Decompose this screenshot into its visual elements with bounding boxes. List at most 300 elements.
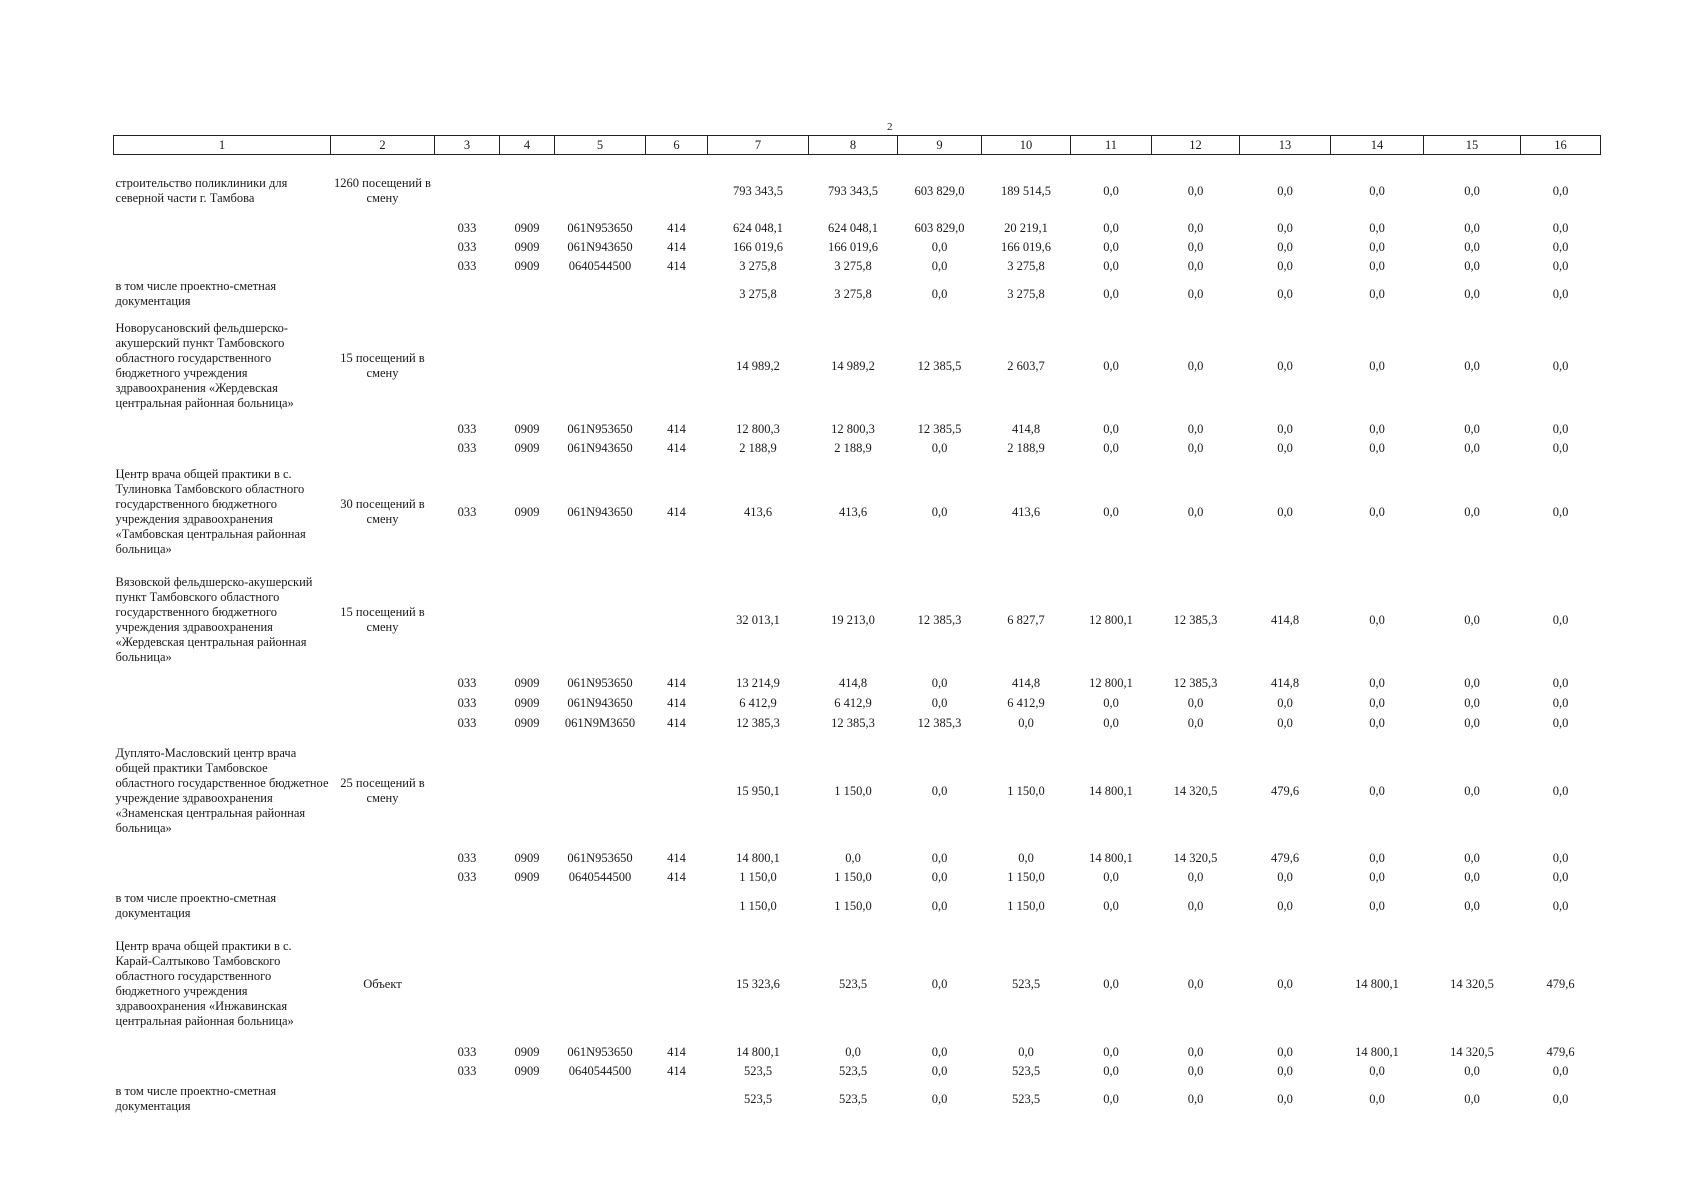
value-cell-col-16: 0,0 <box>1552 358 1569 373</box>
value-cell-col-6 <box>646 733 708 849</box>
value-cell-col-15: 0,0 <box>1464 183 1480 198</box>
column-header-14: 14 <box>1331 136 1424 155</box>
column-header-13: 13 <box>1240 136 1331 155</box>
table-subrow <box>114 849 1601 868</box>
value-cell-col-11: 0,0 <box>1103 1064 1119 1078</box>
capacity-cell: 15 посещений в смену <box>340 605 425 634</box>
object-name-cell: Новорусановский фельдшерско-акушерский пункт Тамбовского областного государственного бюджетного учреждения здравоохранения «Жердевская центральная районная больница» <box>115 321 294 410</box>
value-cell-col-4: 0909 <box>514 695 540 710</box>
value-cell-col-7: 12 800,3 <box>736 422 780 436</box>
value-cell-col-14: 0,0 <box>1369 715 1385 730</box>
value-cell-col-3: 033 <box>457 259 477 273</box>
value-cell-col-11: 0,0 <box>1103 259 1119 273</box>
column-header-8: 8 <box>809 136 898 155</box>
value-cell-col-4: 0909 <box>514 1064 540 1078</box>
value-cell-col-5: 061N953650 <box>567 851 633 865</box>
value-cell-col-13: 414,8 <box>1270 612 1300 627</box>
column-header-12: 12 <box>1152 136 1240 155</box>
value-cell-col-13: 0,0 <box>1277 441 1293 455</box>
value-cell-col-10: 20 219,1 <box>1004 221 1048 235</box>
value-cell-col-10: 2 188,9 <box>1007 441 1045 455</box>
value-cell-col-12: 0,0 <box>1187 504 1204 519</box>
object-name-cell <box>114 439 331 458</box>
capacity-cell <box>331 887 435 925</box>
value-cell-col-15: 14 320,5 <box>1450 1045 1494 1059</box>
value-cell-col-11: 0,0 <box>1103 695 1119 710</box>
column-header-6: 6 <box>646 136 708 155</box>
value-cell-col-16: 479,6 <box>1546 976 1575 991</box>
column-header-16: 16 <box>1521 136 1601 155</box>
value-cell-col-7: 14 800,1 <box>736 1045 780 1059</box>
value-cell-col-6: 414 <box>667 1045 686 1059</box>
value-cell-col-13: 0,0 <box>1277 221 1293 235</box>
value-cell-col-10: 413,6 <box>1011 504 1041 519</box>
value-cell-col-14: 0,0 <box>1369 240 1385 254</box>
capacity-cell <box>331 1062 435 1081</box>
value-cell-col-4: 0909 <box>514 1045 540 1059</box>
capacity-cell <box>331 276 435 312</box>
value-cell-col-15: 0,0 <box>1464 695 1480 710</box>
value-cell-col-14: 0,0 <box>1369 676 1385 690</box>
value-cell-col-5: 061N943650 <box>567 695 633 710</box>
value-cell-col-12: 12 385,3 <box>1173 612 1218 627</box>
value-cell-col-15: 0,0 <box>1464 259 1480 273</box>
value-cell-col-11: 14 800,1 <box>1089 783 1133 798</box>
value-cell-col-4: 0909 <box>514 870 540 884</box>
value-cell-col-13: 0,0 <box>1277 715 1293 730</box>
value-cell-col-8: 0,0 <box>845 1045 861 1059</box>
value-cell-col-8: 523,5 <box>838 1064 868 1078</box>
value-cell-col-4: 0909 <box>514 240 540 254</box>
value-cell-col-10: 3 275,8 <box>1007 286 1045 301</box>
table-subrow <box>114 693 1601 713</box>
value-cell-col-6 <box>646 1081 708 1117</box>
value-cell-col-6: 414 <box>667 870 686 884</box>
value-cell-col-4: 0909 <box>514 221 540 235</box>
value-cell-col-12: 0,0 <box>1187 183 1204 198</box>
value-cell-col-6 <box>646 312 708 420</box>
value-cell-col-6: 414 <box>667 441 686 455</box>
value-cell-col-9: 0,0 <box>931 1045 948 1059</box>
table-subrow <box>114 238 1601 257</box>
value-cell-col-15: 0,0 <box>1464 851 1480 865</box>
value-cell-col-13: 0,0 <box>1277 240 1293 254</box>
value-cell-col-12: 0,0 <box>1187 715 1204 730</box>
value-cell-col-7: 3 275,8 <box>739 259 777 273</box>
value-cell-col-11: 0,0 <box>1103 1091 1119 1106</box>
column-number-header <box>114 136 1601 155</box>
value-cell-col-9: 0,0 <box>931 240 948 254</box>
value-cell-col-16: 0,0 <box>1552 422 1569 436</box>
column-header-4: 4 <box>500 136 555 155</box>
value-cell-col-12: 0,0 <box>1187 976 1204 991</box>
value-cell-col-11: 0,0 <box>1103 183 1119 198</box>
table-subrow <box>114 1062 1601 1081</box>
value-cell-col-15: 0,0 <box>1464 221 1480 235</box>
value-cell-col-16: 0,0 <box>1552 441 1569 455</box>
table-row <box>114 733 1601 849</box>
capacity-cell <box>331 868 435 887</box>
value-cell-col-3 <box>435 887 500 925</box>
value-cell-col-13: 0,0 <box>1277 183 1293 198</box>
value-cell-col-5 <box>555 1081 646 1117</box>
value-cell-col-10: 3 275,8 <box>1007 259 1045 273</box>
value-cell-col-16: 0,0 <box>1552 870 1569 884</box>
value-cell-col-11: 0,0 <box>1103 715 1119 730</box>
value-cell-col-15: 0,0 <box>1464 441 1480 455</box>
table-subrow <box>114 439 1601 458</box>
column-header-10: 10 <box>982 136 1071 155</box>
object-name-cell: Дуплято-Масловский центр врача общей практики Тамбовское областного государственное бюджетное учреждение здравоохранения «Знаменская центральная районная больница» <box>115 746 329 835</box>
capacity-cell <box>331 257 435 276</box>
value-cell-col-4: 0909 <box>514 441 540 455</box>
value-cell-col-4: 0909 <box>514 715 540 730</box>
capacity-cell <box>331 713 435 733</box>
table-row <box>114 1081 1601 1117</box>
value-cell-col-11: 0,0 <box>1103 898 1119 913</box>
value-cell-col-12: 0,0 <box>1187 870 1204 884</box>
value-cell-col-13: 414,8 <box>1270 676 1300 690</box>
value-cell-col-11: 0,0 <box>1103 976 1119 991</box>
value-cell-col-7: 15 323,6 <box>736 976 780 991</box>
value-cell-col-16: 479,6 <box>1546 1045 1575 1059</box>
value-cell-col-8: 523,5 <box>838 976 868 991</box>
value-cell-col-9: 0,0 <box>931 504 948 519</box>
value-cell-col-10: 414,8 <box>1011 676 1041 690</box>
value-cell-col-7: 12 385,3 <box>736 715 780 730</box>
value-cell-col-4: 0909 <box>514 851 540 865</box>
value-cell-col-16: 0,0 <box>1552 240 1569 254</box>
value-cell-col-3 <box>435 733 500 849</box>
value-cell-col-6 <box>646 163 708 219</box>
value-cell-col-5: 061N943650 <box>567 441 633 455</box>
capacity-cell: Объект <box>363 976 402 991</box>
value-cell-col-6: 414 <box>667 221 686 235</box>
value-cell-col-9: 603 829,0 <box>914 183 965 198</box>
object-name-cell <box>114 1062 331 1081</box>
value-cell-col-7: 1 150,0 <box>739 898 777 913</box>
value-cell-col-5: 0640544500 <box>568 259 632 273</box>
value-cell-col-11: 0,0 <box>1103 286 1119 301</box>
value-cell-col-3: 033 <box>457 504 477 519</box>
value-cell-col-10: 523,5 <box>1011 1091 1041 1106</box>
value-cell-col-4: 0909 <box>514 676 540 690</box>
value-cell-col-13: 0,0 <box>1277 504 1293 519</box>
value-cell-col-3: 033 <box>457 851 477 865</box>
value-cell-col-7: 793 343,5 <box>733 183 783 198</box>
value-cell-col-4: 0909 <box>514 504 540 519</box>
value-cell-col-16: 0,0 <box>1552 1091 1569 1106</box>
value-cell-col-7: 624 048,1 <box>733 221 783 235</box>
object-name-cell <box>114 849 331 868</box>
value-cell-col-10: 2 603,7 <box>1007 358 1045 373</box>
value-cell-col-3: 033 <box>457 676 477 690</box>
value-cell-col-12: 0,0 <box>1187 286 1204 301</box>
value-cell-col-13: 0,0 <box>1277 976 1293 991</box>
value-cell-col-13: 0,0 <box>1277 1091 1293 1106</box>
value-cell-col-16: 0,0 <box>1552 504 1569 519</box>
value-cell-col-12: 12 385,3 <box>1173 676 1218 690</box>
capacity-cell <box>331 1043 435 1062</box>
column-header-7: 7 <box>708 136 809 155</box>
value-cell-col-6 <box>646 566 708 674</box>
value-cell-col-14: 0,0 <box>1369 898 1385 913</box>
value-cell-col-8: 1 150,0 <box>834 783 872 798</box>
value-cell-col-6: 414 <box>667 422 686 436</box>
value-cell-col-5: 061N953650 <box>567 1045 633 1059</box>
value-cell-col-14: 0,0 <box>1369 221 1385 235</box>
value-cell-col-14: 0,0 <box>1369 1064 1385 1078</box>
value-cell-col-16: 0,0 <box>1552 612 1569 627</box>
value-cell-col-6: 414 <box>667 240 686 254</box>
value-cell-col-13: 0,0 <box>1277 286 1293 301</box>
value-cell-col-15: 0,0 <box>1464 676 1480 690</box>
value-cell-col-11: 0,0 <box>1103 504 1119 519</box>
value-cell-col-10: 1 150,0 <box>1007 898 1045 913</box>
object-name-cell <box>114 1043 331 1062</box>
value-cell-col-14: 0,0 <box>1369 1091 1385 1106</box>
value-cell-col-10: 1 150,0 <box>1007 870 1045 884</box>
value-cell-col-14: 0,0 <box>1369 612 1385 627</box>
capacity-cell: 30 посещений в смену <box>340 497 425 526</box>
object-name-cell <box>114 693 331 713</box>
value-cell-col-8: 12 385,3 <box>831 715 875 730</box>
value-cell-col-5: 061N953650 <box>567 221 633 235</box>
value-cell-col-14: 0,0 <box>1369 695 1385 710</box>
value-cell-col-9: 0,0 <box>931 259 948 273</box>
value-cell-col-3 <box>435 566 500 674</box>
value-cell-col-13: 0,0 <box>1277 870 1293 884</box>
value-cell-col-13: 0,0 <box>1277 1064 1293 1078</box>
value-cell-col-14: 0,0 <box>1369 870 1385 884</box>
value-cell-col-10: 414,8 <box>1011 422 1041 436</box>
column-header-9: 9 <box>898 136 982 155</box>
value-cell-col-3 <box>435 1081 500 1117</box>
value-cell-col-3 <box>435 925 500 1043</box>
value-cell-col-5 <box>555 733 646 849</box>
value-cell-col-11: 0,0 <box>1103 870 1119 884</box>
value-cell-col-16: 0,0 <box>1552 715 1569 730</box>
value-cell-col-9: 0,0 <box>931 898 948 913</box>
table-subrow <box>114 257 1601 276</box>
value-cell-col-3: 033 <box>457 1045 477 1059</box>
table-row <box>114 312 1601 420</box>
value-cell-col-10: 523,5 <box>1011 976 1041 991</box>
value-cell-col-6 <box>646 276 708 312</box>
value-cell-col-11: 0,0 <box>1103 441 1119 455</box>
value-cell-col-8: 12 800,3 <box>831 422 875 436</box>
value-cell-col-15: 0,0 <box>1464 1091 1480 1106</box>
value-cell-col-14: 0,0 <box>1369 851 1385 865</box>
value-cell-col-8: 1 150,0 <box>834 898 872 913</box>
value-cell-col-6: 414 <box>667 504 686 519</box>
value-cell-col-12: 14 320,5 <box>1173 783 1218 798</box>
value-cell-col-8: 414,8 <box>838 676 868 690</box>
object-name-cell <box>114 674 331 693</box>
value-cell-col-8: 624 048,1 <box>828 221 878 235</box>
capacity-cell <box>331 219 435 238</box>
table-subrow <box>114 713 1601 733</box>
value-cell-col-12: 0,0 <box>1187 221 1204 235</box>
value-cell-col-5: 061N943650 <box>567 240 633 254</box>
value-cell-col-13: 479,6 <box>1270 851 1300 865</box>
value-cell-col-7: 523,5 <box>743 1064 773 1078</box>
value-cell-col-6: 414 <box>667 676 686 690</box>
value-cell-col-7: 2 188,9 <box>739 441 777 455</box>
value-cell-col-13: 0,0 <box>1277 898 1293 913</box>
value-cell-col-8: 413,6 <box>838 504 868 519</box>
value-cell-col-4 <box>500 566 555 674</box>
table-row <box>114 163 1601 219</box>
value-cell-col-10: 6 412,9 <box>1007 695 1045 710</box>
value-cell-col-15: 0,0 <box>1464 240 1480 254</box>
value-cell-col-14: 0,0 <box>1369 422 1385 436</box>
value-cell-col-4 <box>500 733 555 849</box>
value-cell-col-9: 12 385,5 <box>917 358 962 373</box>
value-cell-col-11: 12 800,1 <box>1089 676 1133 690</box>
value-cell-col-9: 0,0 <box>931 783 948 798</box>
object-name-cell: в том числе проектно-сметная документация <box>115 1084 277 1113</box>
value-cell-col-10: 166 019,6 <box>1001 240 1051 254</box>
value-cell-col-10: 0,0 <box>1018 1045 1034 1059</box>
value-cell-col-10: 523,5 <box>1011 1064 1041 1078</box>
value-cell-col-13: 479,6 <box>1270 783 1300 798</box>
value-cell-col-16: 0,0 <box>1552 898 1569 913</box>
value-cell-col-11: 0,0 <box>1103 221 1119 235</box>
value-cell-col-5: 061N953650 <box>567 676 633 690</box>
value-cell-col-16: 0,0 <box>1552 695 1569 710</box>
value-cell-col-14: 0,0 <box>1369 183 1385 198</box>
value-cell-col-15: 0,0 <box>1464 358 1480 373</box>
value-cell-col-8: 3 275,8 <box>834 259 872 273</box>
object-name-cell <box>114 219 331 238</box>
value-cell-col-15: 0,0 <box>1464 504 1480 519</box>
value-cell-col-8: 2 188,9 <box>834 441 872 455</box>
value-cell-col-7: 166 019,6 <box>733 240 783 254</box>
value-cell-col-5 <box>555 276 646 312</box>
value-cell-col-7: 32 013,1 <box>736 612 780 627</box>
object-name-cell <box>114 868 331 887</box>
value-cell-col-8: 166 019,6 <box>828 240 878 254</box>
capacity-cell <box>331 420 435 439</box>
value-cell-col-6: 414 <box>667 1064 686 1078</box>
value-cell-col-7: 14 989,2 <box>736 358 780 373</box>
value-cell-col-14: 0,0 <box>1369 441 1385 455</box>
column-header-3: 3 <box>435 136 500 155</box>
column-header-5: 5 <box>555 136 646 155</box>
capacity-cell: 15 посещений в смену <box>340 351 425 380</box>
table-subrow <box>114 219 1601 238</box>
value-cell-col-10: 6 827,7 <box>1007 612 1045 627</box>
value-cell-col-7: 15 950,1 <box>736 783 780 798</box>
value-cell-col-15: 0,0 <box>1464 870 1480 884</box>
object-name-cell: в том числе проектно-сметная документация <box>115 891 277 920</box>
value-cell-col-14: 0,0 <box>1369 504 1385 519</box>
value-cell-col-11: 0,0 <box>1103 240 1119 254</box>
value-cell-col-15: 0,0 <box>1464 715 1480 730</box>
value-cell-col-15: 0,0 <box>1464 783 1480 798</box>
value-cell-col-9: 603 829,0 <box>914 221 965 235</box>
object-name-cell <box>114 257 331 276</box>
value-cell-col-7: 1 150,0 <box>739 870 777 884</box>
value-cell-col-9: 0,0 <box>931 1064 948 1078</box>
column-header-1: 1 <box>114 136 331 155</box>
capacity-cell: 25 посещений в смену <box>340 776 425 805</box>
value-cell-col-12: 0,0 <box>1187 1064 1204 1078</box>
value-cell-col-3: 033 <box>457 695 477 710</box>
budget-table <box>113 135 1601 1117</box>
table-body <box>114 155 1601 1118</box>
table-subrow <box>114 420 1601 439</box>
table-row <box>114 458 1601 566</box>
value-cell-col-16: 0,0 <box>1552 851 1569 865</box>
value-cell-col-13: 0,0 <box>1277 695 1293 710</box>
value-cell-col-8: 3 275,8 <box>834 286 872 301</box>
capacity-cell <box>331 849 435 868</box>
value-cell-col-7: 13 214,9 <box>736 676 780 690</box>
value-cell-col-14: 14 800,1 <box>1355 976 1399 991</box>
value-cell-col-15: 0,0 <box>1464 422 1480 436</box>
value-cell-col-5 <box>555 312 646 420</box>
column-header-15: 15 <box>1424 136 1521 155</box>
value-cell-col-9: 12 385,3 <box>917 612 962 627</box>
object-name-cell <box>114 713 331 733</box>
value-cell-col-3: 033 <box>457 441 477 455</box>
value-cell-col-12: 0,0 <box>1187 898 1204 913</box>
value-cell-col-5: 061N953650 <box>567 422 633 436</box>
value-cell-col-6: 414 <box>667 851 686 865</box>
value-cell-col-16: 0,0 <box>1552 676 1569 690</box>
value-cell-col-11: 0,0 <box>1103 1045 1119 1059</box>
value-cell-col-16: 0,0 <box>1552 183 1569 198</box>
value-cell-col-12: 0,0 <box>1187 695 1204 710</box>
value-cell-col-9: 0,0 <box>931 976 948 991</box>
value-cell-col-12: 0,0 <box>1187 259 1204 273</box>
value-cell-col-8: 0,0 <box>845 851 861 865</box>
value-cell-col-9: 0,0 <box>931 1091 948 1106</box>
value-cell-col-7: 413,6 <box>743 504 773 519</box>
value-cell-col-6 <box>646 887 708 925</box>
value-cell-col-9: 0,0 <box>931 676 948 690</box>
value-cell-col-3 <box>435 163 500 219</box>
column-header-2: 2 <box>331 136 435 155</box>
value-cell-col-3: 033 <box>457 240 477 254</box>
value-cell-col-4 <box>500 1081 555 1117</box>
object-name-cell: строительство поликлиники для северной части г. Тамбова <box>115 176 288 205</box>
value-cell-col-4 <box>500 312 555 420</box>
value-cell-col-15: 0,0 <box>1464 1064 1480 1078</box>
capacity-cell <box>331 238 435 257</box>
value-cell-col-8: 19 213,0 <box>831 612 875 627</box>
table-row <box>114 887 1601 925</box>
value-cell-col-14: 14 800,1 <box>1355 1045 1399 1059</box>
value-cell-col-7: 6 412,9 <box>739 695 777 710</box>
value-cell-col-6 <box>646 925 708 1043</box>
value-cell-col-6: 414 <box>667 695 686 710</box>
value-cell-col-15: 0,0 <box>1464 612 1480 627</box>
value-cell-col-14: 0,0 <box>1369 286 1385 301</box>
value-cell-col-11: 14 800,1 <box>1089 851 1133 865</box>
value-cell-col-9: 12 385,5 <box>917 422 962 436</box>
capacity-cell <box>331 674 435 693</box>
value-cell-col-3 <box>435 312 500 420</box>
value-cell-col-4: 0909 <box>514 422 540 436</box>
value-cell-col-3 <box>435 276 500 312</box>
value-cell-col-3: 033 <box>457 221 477 235</box>
value-cell-col-8: 14 989,2 <box>831 358 875 373</box>
value-cell-col-13: 0,0 <box>1277 422 1293 436</box>
object-name-cell: Центр врача общей практики в с. Карай-Салтыково Тамбовского областного государственного бюджетного учреждения здравоохранения «Инжавинская центральная районная больница» <box>115 939 294 1028</box>
